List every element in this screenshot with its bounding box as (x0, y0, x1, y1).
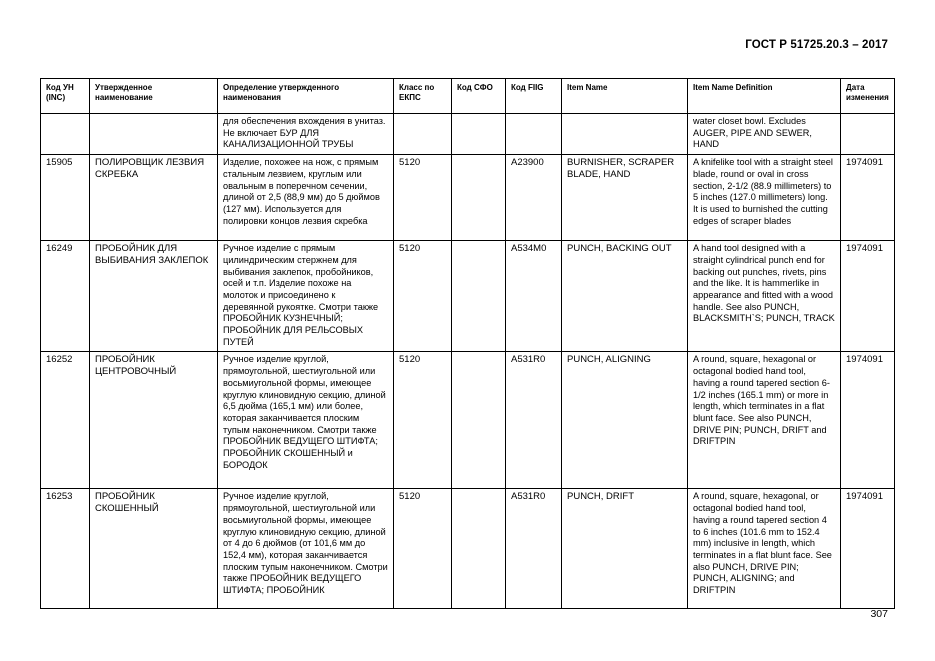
cell-definition-ru: для обеспечения вхождения в унитаз. Не включает БУР ДЛЯ КАНАЛИЗАЦИОННОЙ ТРУБЫ (218, 114, 394, 155)
column-header-date: Дата изменения (841, 79, 895, 114)
table-row-continuation (41, 114, 895, 155)
cell-name-ru: ПОЛИРОВЩИК ЛЕЗВИЯ СКРЕБКА (90, 155, 218, 241)
cell-fiig: A531R0 (506, 352, 562, 489)
cell-definition-ru: Ручное изделие круглой, прямоугольной, шестиугольной или восьмиугольной формы, имеющее круглую клиновидную секцию, длиной от 4 до 6 дюймов (от 101,6 мм до 152,4 мм), которая заканчивается плоским тупым наконечником. Смотри также ПРОБОЙНИК ВЕДУЩЕГО ШТИФТА; ПРОБОЙНИК (218, 489, 394, 609)
column-header-definition-en: Item Name Definition (688, 79, 841, 114)
column-header-name-ru: Утвержденное наименование (90, 79, 218, 114)
standard-code: ГОСТ Р 51725.20.3 – 2017 (745, 39, 888, 51)
cell-definition-en: A round, square, hexagonal or octagonal bodied hand tool, having a round tapered section 6-1/2 inches (165.1 mm) or more in length, which terminates in a flat blunt face. See also PUNCH, DRIVE PIN; PUNCH, DRIFT and DRIFTPIN (688, 352, 841, 489)
cell-sfo (452, 352, 506, 489)
cell-name-ru: ПРОБОЙНИК ЦЕНТРОВОЧНЫЙ (90, 352, 218, 489)
cell-fiig: A531R0 (506, 489, 562, 609)
cell-item-name (562, 114, 688, 155)
table-row (41, 352, 895, 489)
cell-item-name: PUNCH, BACKING OUT (562, 241, 688, 352)
page-number: 307 (870, 608, 888, 620)
cell-sfo (452, 241, 506, 352)
cell-ekps: 5120 (394, 155, 452, 241)
cell-ekps: 5120 (394, 489, 452, 609)
table-row (41, 489, 895, 609)
cell-item-name: BURNISHER, SCRAPER BLADE, HAND (562, 155, 688, 241)
cell-name-ru (90, 114, 218, 155)
cell-sfo (452, 155, 506, 241)
cell-inc: 16249 (41, 241, 90, 352)
cell-definition-en: A round, square, hexagonal, or octagonal bodied hand tool, having a round tapered section 4 to 6 inches (101.6 mm to 152.4 mm) inclusive in length, which terminates in a flat blunt face. See also PUNCH, DRIVE PIN; PUNCH, ALIGNING; and DRIFTPIN (688, 489, 841, 609)
cell-date: 1974091 (841, 155, 895, 241)
cell-definition-ru: Изделие, похожее на нож, с прямым стальным лезвием, круглым или овальным в поперечном сечении, длиной от 2,5 (88,9 мм) до 5 дюймов (127 мм). Используется для полировки концов лезвия скребка (218, 155, 394, 241)
table-header-row (41, 79, 895, 114)
classification-table (40, 78, 895, 609)
cell-inc: 15905 (41, 155, 90, 241)
cell-definition-en: A knifelike tool with a straight steel blade, round or oval in cross section, 2-1/2 (88.9 millimeters) to 5 inches (127.0 millimeters) long. It is used to burnished the cutting edges of scraper blades (688, 155, 841, 241)
cell-item-name: PUNCH, DRIFT (562, 489, 688, 609)
cell-definition-en: A hand tool designed with a straight cylindrical punch end for backing out punches, rivets, pins and the like. It is hammerlike in appearance and fitted with a wood handle. See also PUNCH, BLACKSMITH`S; PUNCH, TRACK (688, 241, 841, 352)
table-row (41, 241, 895, 352)
cell-date: 1974091 (841, 489, 895, 609)
cell-inc: 16252 (41, 352, 90, 489)
cell-definition-ru: Ручное изделие с прямым цилиндрическим стержнем для выбивания заклепок, пробойников, осей и т.п. Изделие похоже на молоток и присоединено к деревянной рукоятке. Смотри также ПРОБОЙНИК КУЗНЕЧНЫЙ; ПРОБОЙНИК ДЛЯ РЕЛЬСОВЫХ ПУТЕЙ (218, 241, 394, 352)
cell-fiig (506, 114, 562, 155)
cell-date (841, 114, 895, 155)
cell-date: 1974091 (841, 352, 895, 489)
cell-inc: 16253 (41, 489, 90, 609)
cell-sfo (452, 489, 506, 609)
cell-ekps: 5120 (394, 352, 452, 489)
cell-fiig: A534M0 (506, 241, 562, 352)
column-header-item-name: Item Name (562, 79, 688, 114)
cell-definition-ru: Ручное изделие круглой, прямоугольной, шестиугольной или восьмиугольной формы, имеющее круглую клиновидную секцию, длиной 6,5 дюйма (165,1 мм) или более, которая заканчивается плоским тупым наконечником. Смотри также ПРОБОЙНИК ВЕДУЩЕГО ШТИФТА; ПРОБОЙНИК СКОШЕННЫЙ и БОРОДОК (218, 352, 394, 489)
column-header-fiig: Код FIIG (506, 79, 562, 114)
cell-name-ru: ПРОБОЙНИК СКОШЕННЫЙ (90, 489, 218, 609)
cell-definition-en: water closet bowl. Excludes AUGER, PIPE AND SEWER, HAND (688, 114, 841, 155)
column-header-inc: Код УН (INC) (41, 79, 90, 114)
cell-inc (41, 114, 90, 155)
cell-ekps (394, 114, 452, 155)
cell-date: 1974091 (841, 241, 895, 352)
cell-item-name: PUNCH, ALIGNING (562, 352, 688, 489)
cell-sfo (452, 114, 506, 155)
table-row (41, 155, 895, 241)
cell-fiig: A23900 (506, 155, 562, 241)
cell-ekps: 5120 (394, 241, 452, 352)
column-header-ekps: Класс по ЕКПС (394, 79, 452, 114)
cell-name-ru: ПРОБОЙНИК ДЛЯ ВЫБИВАНИЯ ЗАКЛЕПОК (90, 241, 218, 352)
column-header-sfo: Код СФО (452, 79, 506, 114)
column-header-definition-ru: Определение утвержденного наименования (218, 79, 394, 114)
